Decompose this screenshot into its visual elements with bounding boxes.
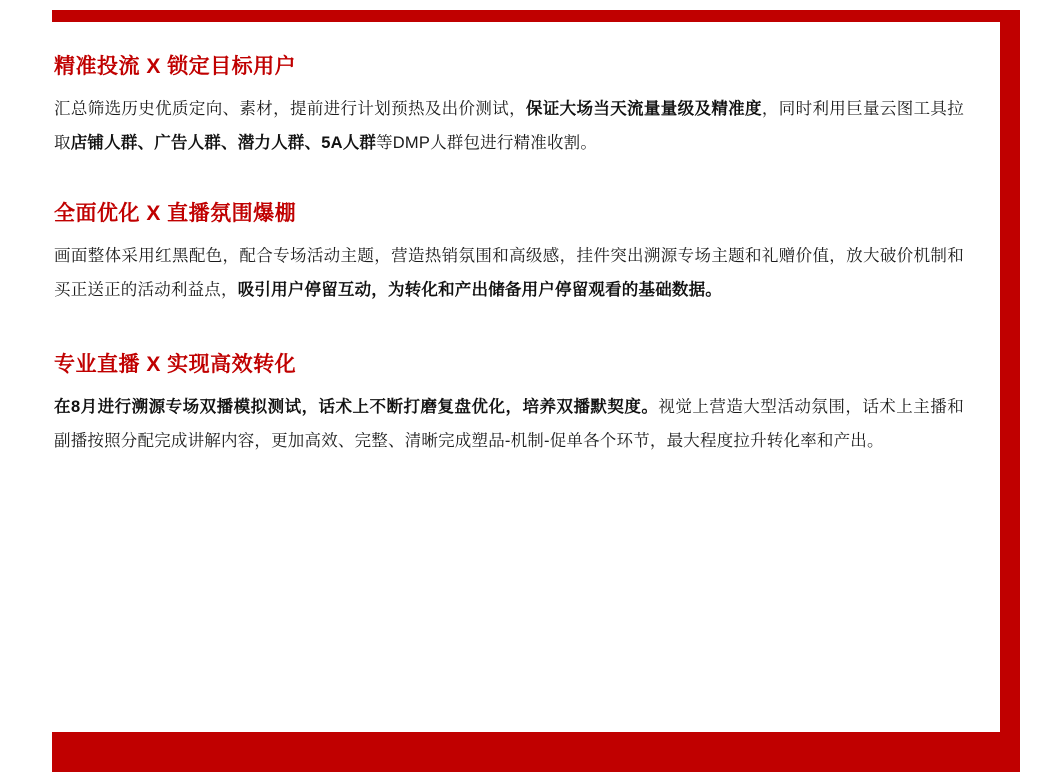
section-2-body — [54, 240, 964, 308]
emphasis-run: 吸引用户停留互动，为转化和产出储备用户停留观看的基础数据。 — [237, 281, 723, 300]
section-2-heading: 全面优化 X 直播氛围爆棚 — [54, 202, 297, 226]
text-run: 等DMP人群包进行精准收割。 — [376, 134, 598, 153]
section-1 — [54, 52, 964, 161]
section-2 — [54, 199, 964, 308]
section-spacer-2 — [54, 316, 964, 350]
section-1-body — [54, 93, 964, 161]
section-spacer-1 — [54, 169, 964, 199]
emphasis-run: 在8月进行溯源专场双播模拟测试，话术上不断打磨复盘优化，培养双播默契度。 — [54, 398, 659, 417]
content-card — [32, 22, 1000, 732]
emphasis-run: 店铺人群、广告人群、潜力人群、5A人群 — [70, 134, 377, 153]
section-3-body — [54, 391, 964, 459]
text-run: 画面整体采用红黑配色，配合专场活动主题，营造热销氛围和高级感，挂件突出溯源专场主题和礼赠价值，放大破价机制和买正送正的活动利益点， — [54, 247, 964, 300]
section-3 — [54, 350, 964, 459]
text-run: 视觉上营造大型活动氛围，话术上主播和副播按照分配完成讲解内容，更加高效、完整、清晰完成塑品-机制-促单各个环节，最大程度拉升转化率和产出。 — [54, 398, 964, 451]
emphasis-run: 保证大场当天流量量级及精准度 — [525, 100, 762, 119]
text-run: 汇总筛选历史优质定向、素材，提前进行计划预热及出价测试， — [54, 100, 526, 119]
section-1-heading: 精准投流 X 锁定目标用户 — [54, 55, 297, 78]
text-run: ，同时利用巨量云图工具拉取 — [54, 100, 964, 153]
section-3-heading: 专业直播 X 实现高效转化 — [54, 353, 297, 377]
